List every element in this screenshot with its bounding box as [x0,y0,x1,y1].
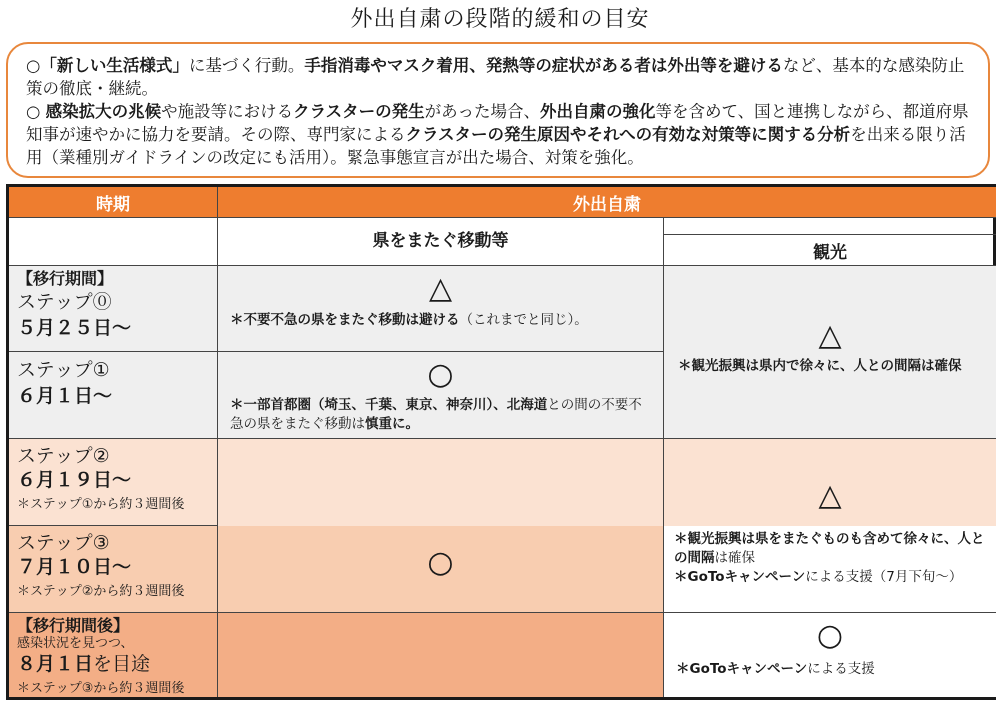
cross-cell-0 [218,266,664,352]
step-date: ６月１９日～ [17,469,132,491]
step-date: ６月１日～ [17,385,113,407]
cross-cell-1 [218,352,664,439]
step-label: ステップ⓪ [17,291,112,313]
period-row-3 [9,526,218,613]
goto-note-b: ＊GoToキャンペーンによる支援（7月下旬～） [674,569,963,585]
step-label: ステップ③ [17,532,110,554]
step-date: ５月２５日～ [17,317,132,339]
step-note: ＊ステップ②から約３週間後 [17,584,185,599]
circle-icon: ○ [427,357,454,392]
header-outing: 外出自粛 [218,187,996,218]
tourism-note-a: ＊観光振興は県内で徐々に、人との間隔は確保 [678,358,962,374]
cross-cell-3 [218,526,664,613]
transition-tag: 【移行期間】 [17,269,114,288]
period-row-4 [9,613,218,697]
transition-tag: 【移行期間後】 [17,616,130,635]
tourism-cell-b-top [664,439,996,526]
cross-cell-4 [218,613,664,697]
triangle-icon: △ [818,318,842,353]
period-row-2 [9,439,218,526]
step-note: ＊ステップ①から約３週間後 [17,497,185,512]
circle-icon: ○ [427,545,454,580]
goto-note-c: ＊GoToキャンペーンによる支援 [676,661,875,677]
notice-paragraph-2: ○ 感染拡大の兆候や施設等におけるクラスターの発生があった場合、外出自粛の強化等を含めて、国と連携しながら、都道府県知事が速やかに協力を要請。その際、専門家によるクラスターの発生原因やそれへの有効な対策等に関する分析を出来る限り活用（業種別ガイドラインの改定にも活用）。緊急事態宣言が出た場合、対策を強化。 [26,102,969,167]
header-tourism: 観光 [664,234,996,266]
step-date: ８月１日を目途 [17,653,151,675]
cross-note-0: ＊不要不急の県をまたぐ移動は避ける（これまでと同じ）。 [230,312,588,328]
subheader-blank [9,218,218,266]
cross-cell-2 [218,439,664,526]
period-row-1 [9,352,218,439]
step-label: ステップ① [17,359,110,381]
step-pre: 感染状況を見つつ、 [17,636,134,651]
tourism-note-b: ＊観光振興は県をまたぐものも含めて徐々に、人との間隔は確保 [674,531,985,566]
notice-box [6,42,990,178]
tourism-cell-c [664,613,996,697]
tourism-cell-b [664,526,996,613]
header-cross-prefecture: 県をまたぐ移動等 [218,218,664,266]
circle-icon: ○ [816,618,844,653]
period-row-0 [9,266,218,352]
triangle-icon: △ [818,478,842,513]
cross-note-1: ＊一部首都圏（埼玉、千葉、東京、神奈川）、北海道との間の不要不急の県をまたぐ移動は慎重に。 [230,397,642,432]
header-period: 時期 [9,187,218,218]
triangle-icon: △ [428,271,453,306]
relaxation-table [6,184,996,700]
step-date: ７月１０日～ [17,556,132,578]
page-title: 外出自粛の段階的緩和の目安 [350,7,650,32]
notice-paragraph-1: ○「新しい生活様式」に基づく行動。手指消毒やマスク着用、発熱等の症状がある者は外出等を避けるなど、基本的な感染防止策の徹底・継続。 [26,56,965,98]
tourism-cell-a [664,266,996,439]
step-note: ＊ステップ③から約３週間後 [17,681,185,696]
step-label: ステップ② [17,445,110,467]
